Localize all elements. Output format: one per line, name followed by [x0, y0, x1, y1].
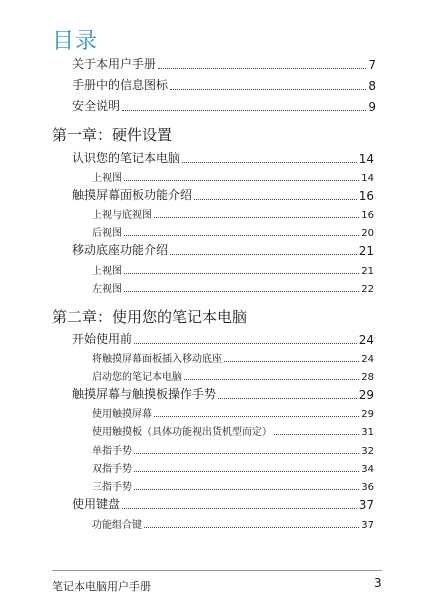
toc-entry[interactable]: [72, 58, 376, 72]
toc-entry-label: 三指手势: [92, 482, 132, 493]
toc-entry-page: 20: [361, 228, 374, 239]
chapter-heading[interactable]: 第一章：硬件设置: [52, 126, 173, 144]
footer-manual-name: 笔记本电脑用户手册: [52, 580, 151, 593]
toc-entry-page: 24: [358, 333, 374, 347]
toc-entry-page: 9: [368, 100, 376, 114]
toc-entry[interactable]: [72, 333, 374, 347]
footer-page-number: 3: [374, 576, 382, 590]
toc-entry-page: 7: [368, 58, 376, 72]
toc-subentry[interactable]: [92, 225, 374, 239]
toc-entry[interactable]: [72, 244, 374, 258]
toc-entry-page: 29: [358, 388, 374, 402]
toc-subentry[interactable]: [92, 424, 374, 438]
toc-subentry[interactable]: [92, 461, 374, 475]
toc-entry-label: 安全说明: [72, 99, 121, 113]
footer-divider: [52, 570, 382, 571]
toc-entry-label: 使用触摸屏幕: [92, 409, 152, 420]
toc-entry[interactable]: [72, 388, 374, 402]
toc-entry-label: 开始使用前: [72, 332, 133, 346]
toc-entry-page: 22: [361, 284, 374, 295]
toc-entry-page: 14: [358, 152, 374, 166]
toc-subentry[interactable]: [92, 263, 374, 277]
toc-subentry[interactable]: [92, 281, 374, 295]
toc-entry[interactable]: [72, 498, 374, 512]
toc-subentry[interactable]: [92, 517, 374, 531]
toc-entry-page: 36: [361, 482, 374, 493]
toc-entry-label: 上视图: [92, 266, 122, 277]
toc-subentry[interactable]: [92, 479, 374, 493]
toc-entry[interactable]: [72, 189, 374, 203]
toc-entry-label: 功能组合键: [92, 520, 142, 531]
toc-entry-label: 启动您的笔记本电脑: [92, 372, 182, 383]
toc-entry-page: 28: [361, 372, 374, 383]
toc-entry-label: 将触摸屏幕面板插入移动底座: [92, 354, 222, 365]
toc-entry[interactable]: [72, 152, 374, 166]
toc-entry-label: 手册中的信息图标: [72, 78, 169, 92]
toc-entry-page: 29: [361, 409, 374, 420]
toc-subentry[interactable]: [92, 351, 374, 365]
toc-entry-page: 32: [361, 446, 374, 457]
toc-entry-page: 34: [361, 464, 374, 475]
toc-entry-label: 单指手势: [92, 446, 132, 457]
toc-subentry[interactable]: [92, 406, 374, 420]
toc-entry-page: 31: [361, 427, 374, 438]
toc-entry-page: 24: [361, 354, 374, 365]
toc-entry-label: 移动底座功能介绍: [72, 243, 169, 257]
toc-entry-label: 使用键盘: [72, 497, 121, 511]
toc-entry-page: 21: [361, 266, 374, 277]
toc-entry-page: 16: [361, 210, 374, 221]
toc-entry-page: 37: [361, 520, 374, 531]
toc-entry-page: 8: [368, 79, 376, 93]
toc-entry-page: 37: [358, 498, 374, 512]
toc-entry[interactable]: [72, 79, 376, 93]
toc-entry-label: 使用触摸板（具体功能视出货机型而定）: [92, 427, 272, 438]
toc-entry-label: 双指手势: [92, 464, 132, 475]
toc-entry-label: 上视与底视图: [92, 210, 152, 221]
toc-entry-label: 触摸屏幕面板功能介绍: [72, 188, 193, 202]
chapter-heading[interactable]: 第二章：使用您的笔记本电脑: [52, 308, 248, 326]
toc-entry-page: 21: [358, 244, 374, 258]
toc-subentry[interactable]: [92, 170, 374, 184]
toc-subentry[interactable]: [92, 443, 374, 457]
toc-entry-label: 后视图: [92, 228, 122, 239]
toc-entry[interactable]: [72, 100, 376, 114]
toc-entry-label: 上视图: [92, 173, 122, 184]
toc-subentry[interactable]: [92, 369, 374, 383]
toc-title: 目录: [52, 29, 99, 54]
toc-entry-label: 触摸屏幕与触摸板操作手势: [72, 387, 217, 401]
toc-entry-page: 14: [361, 173, 374, 184]
toc-entry-label: 左视图: [92, 284, 122, 295]
toc-subentry[interactable]: [92, 207, 374, 221]
toc-entry-label: 认识您的笔记本电脑: [72, 151, 181, 165]
toc-entry-label: 关于本用户手册: [72, 57, 157, 71]
toc-entry-page: 16: [358, 189, 374, 203]
